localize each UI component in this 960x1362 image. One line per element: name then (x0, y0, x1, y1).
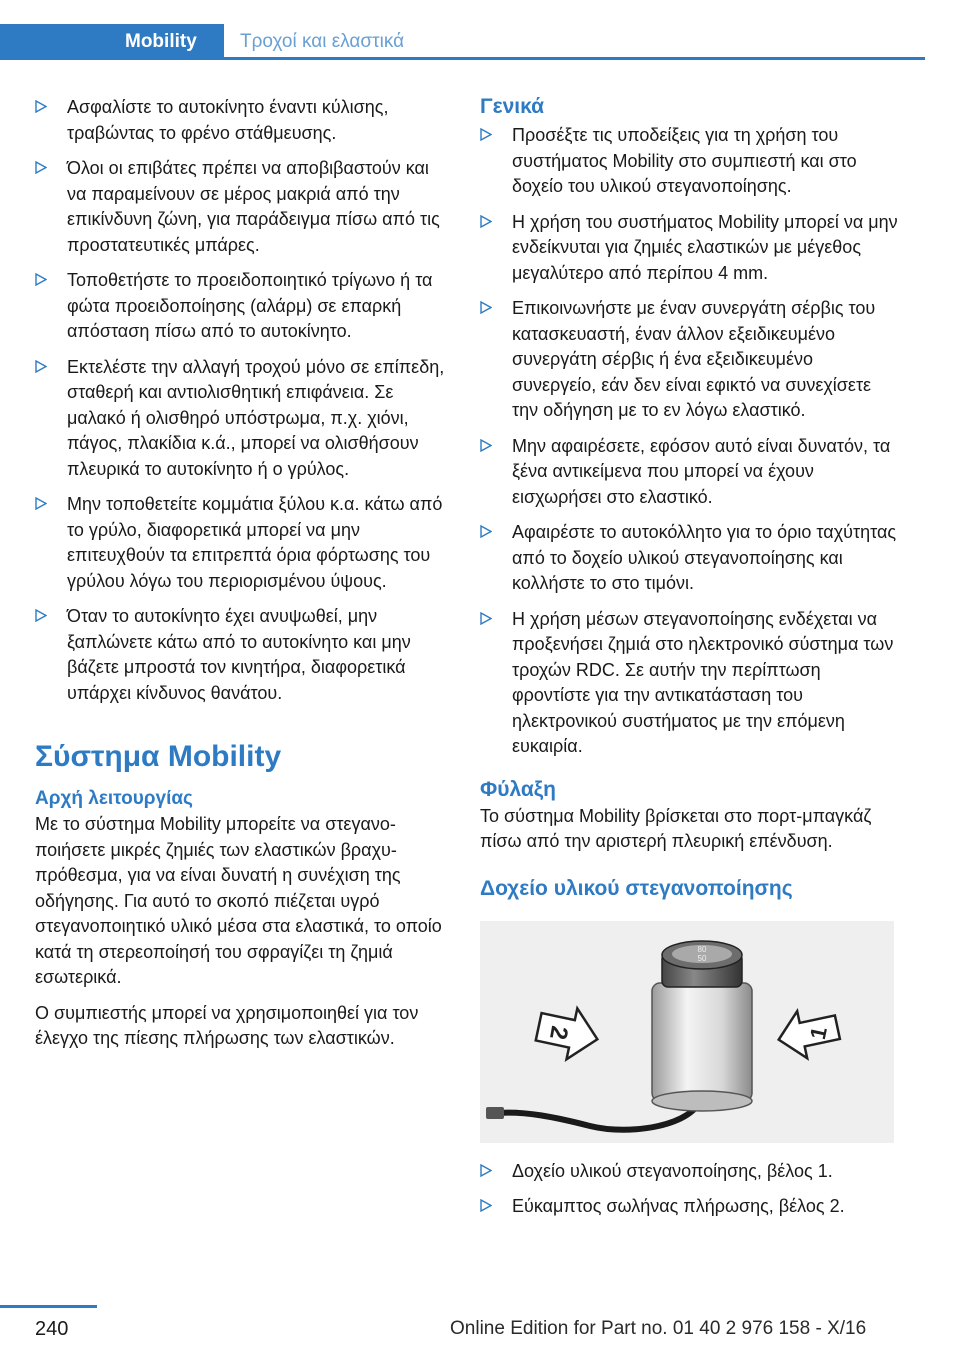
principle-paragraph-1: Με το σύστημα Mobility μπορείτε να στεγανοποιήσετε μικρές ζημιές των ελαστικών βραχυπρόθεσμα, για να είναι δυνατή η συνέχιση της οδήγησης. Για αυτό το σκοπό πιέζεται υγρό στεγανοποιητικό υλικό μέσα στα ελαστικά, το οποίο κατά τη στερεοποίησή του σφραγίζει τη ζημιά εσωτερικά. (35, 814, 442, 987)
warning-text: Όταν το αυτοκίνητο έχει ανυψωθεί, μην ξαπλώνετε κάτω από το αυτοκίνητο και μην βάζετε μπροστά τον κινητήρα, διαφορετικά υπάρχει κίνδυνος θανάτου. (67, 606, 411, 703)
container-heading: Δοχείο υλικού στεγανοποίησης (480, 876, 793, 900)
section-title: Σύστημα Mobility (35, 740, 282, 773)
bullet-triangle-icon (480, 1199, 492, 1212)
general-text: Προσέξτε τις υποδείξεις για τη χρήση του συστήματος Mobility στο συμπιεστή και στο δοχείο του υλικού στεγανοποίησης. (512, 125, 857, 196)
figure-caption-item (480, 1194, 898, 1220)
storage-text: Το σύστημα Mobility βρίσκεται στο πορτ-μπαγκάζ πίσω από την αριστερή πλευρική επένδυση. (480, 805, 872, 851)
bullet-triangle-icon (480, 525, 492, 538)
bullet-triangle-icon (35, 161, 47, 174)
bullet-triangle-icon (35, 273, 47, 286)
warning-list (35, 95, 445, 706)
bullet-triangle-icon (35, 360, 47, 373)
header-tab-mobility: Mobility (0, 24, 224, 60)
bullet-triangle-icon (480, 215, 492, 228)
figure-caption-text: Δοχείο υλικού στεγανοποίησης, βέλος 1. (512, 1160, 833, 1181)
left-column (35, 95, 445, 1062)
warning-text: Εκτελέστε την αλλαγή τροχού μόνο σε επίπεδη, σταθερή και αντιολισθητική επιφάνεια. Σε μαλακό ή ολισθηρό υπόστρωμα, π.χ. χιόνι, πάγος, πλακίδια κ.ά., μπορεί να ολισθήσουν πλευρικά το αυτοκίνητο ή ο γρύλος. (67, 356, 445, 479)
general-list (480, 123, 898, 760)
general-text: Αφαιρέστε το αυτοκόλλητο για το όριο ταχύτητας από το δοχείο υλικού στεγανοποίησης και κολλήστε το στο τιμόνι. (512, 522, 897, 593)
figure-caption-item (480, 1159, 898, 1185)
bullet-triangle-icon (35, 609, 47, 622)
bullet-triangle-icon (480, 439, 492, 452)
arrow-1-icon (774, 1003, 843, 1062)
bullet-triangle-icon (480, 1164, 492, 1177)
general-heading: Γενικά (480, 95, 545, 118)
general-text: Επικοινωνήστε με έναν συνεργάτη σέρβις του κατασκευαστή, έναν άλλον εξειδικευμένο συνεργάτη σέρβις ή ένα εξειδικευμένο συνεργείο, εάν δεν είναι εφικτό να συνεχίσετε την οδήγηση με το εν λόγω ελαστικό. (512, 298, 876, 420)
general-item (480, 520, 898, 597)
bullet-triangle-icon (35, 100, 47, 113)
warning-item (35, 268, 445, 345)
arrow-2-label: 2 (544, 1023, 573, 1042)
general-text: Η χρήση μέσων στεγανοποίησης ενδέχεται να προξενήσει ζημιά στο ηλεκτρονικό σύστημα των τροχών RDC. Σε αυτήν την περίπτωση φροντίστε για την αντικατάσταση του ηλεκτρονικού συστήματος με την επόμενη ευκαιρία. (512, 608, 894, 756)
arrow-2-icon (533, 1001, 603, 1064)
warning-item (35, 492, 445, 594)
bullet-triangle-icon (480, 301, 492, 314)
warning-text: Τοποθετήστε το προειδοποιητικό τρίγωνο ή τα φώτα προειδοποίησης (αλάρμ) σε επαρκή απόσταση πίσω από το αυτοκίνητο. (67, 270, 433, 341)
warning-item (35, 95, 445, 146)
warning-item (35, 156, 445, 258)
principle-paragraph-2: Ο συμπιεστής μπορεί να χρησιμοποιηθεί για τον έλεγχο της πίεσης πλήρωσης των ελαστικών. (35, 1002, 419, 1048)
bullet-triangle-icon (480, 612, 492, 625)
hose-connector (486, 1107, 504, 1119)
warning-text: Όλοι οι επιβάτες πρέπει να αποβιβαστούν και να παραμείνουν σε μέρος μακριά από την επικίνδυνη ζώνη, για παράδειγμα πίσω από τις προστατευτικές μπάρες. (67, 158, 440, 255)
arrow-1-label: 1 (804, 1024, 832, 1042)
figure-caption-text: Εύκαμπτος σωλήνας πλήρωσης, βέλος 2. (512, 1196, 845, 1216)
general-item (480, 296, 898, 424)
general-item (480, 607, 898, 760)
bullet-triangle-icon (480, 128, 492, 141)
general-item (480, 210, 898, 287)
cap-label-bottom: 50 (697, 953, 707, 963)
bullet-triangle-icon (35, 497, 47, 510)
header-bar (0, 24, 925, 60)
right-column (480, 95, 898, 1230)
footer-line (0, 1305, 97, 1308)
container-body (652, 983, 752, 1101)
principle-heading: Αρχή λειτουργίας (35, 788, 193, 809)
general-text: Η χρήση του συστήματος Mobility μπορεί να μην ενδείκνυται για ζημιές ελαστικών με μέγεθος μεγαλύτερο από περίπου 4 mm. (512, 211, 898, 283)
warning-text: Ασφαλίστε το αυτοκίνητο έναντι κύλισης, τραβώντας το φρένο στάθμευσης. (67, 97, 389, 143)
header-section-title: Τροχοί και ελαστικά (240, 31, 405, 52)
warning-text: Μην τοποθετείτε κομμάτια ξύλου κ.α. κάτω από το γρύλο, διαφορετικά μπορεί να μην επιτευχθούν τα επιτρεπτά όρια φόρτωσης του γρύλου λόγω του περιορισμένου ύψους. (67, 494, 443, 591)
storage-heading: Φύλαξη (480, 777, 556, 801)
warning-item (35, 355, 445, 483)
general-item (480, 123, 898, 200)
general-item (480, 434, 898, 511)
sealant-container-illustration (480, 921, 894, 1143)
warning-item (35, 604, 445, 706)
cap-label-top: 80 (697, 944, 707, 954)
sealant-container-figure (480, 921, 894, 1143)
figure-caption-list (480, 1159, 898, 1220)
edition-text: Online Edition for Part no. 01 40 2 976 158 - X/16 (450, 1318, 867, 1339)
page-number: 240 (35, 1318, 69, 1340)
general-text: Μην αφαιρέσετε, εφόσον αυτό είναι δυνατόν, τα ξένα αντικείμενα που μπορεί να έχουν εισχωρήσει στο ελαστικό. (512, 435, 891, 507)
